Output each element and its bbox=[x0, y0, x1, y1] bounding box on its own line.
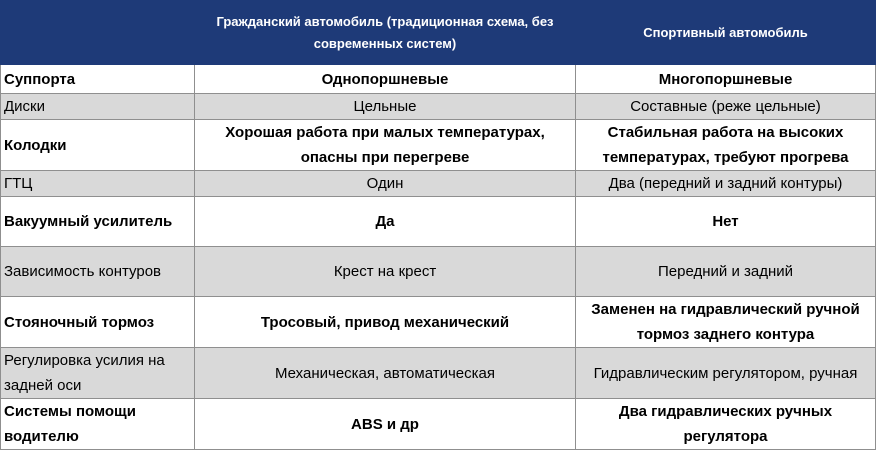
table-row-pads bbox=[1, 120, 876, 171]
sport-value: Гидравлическим регулятором, ручная bbox=[576, 348, 876, 399]
sport-value: Два (передний и задний контуры) bbox=[576, 171, 876, 197]
civil-value: Цельные bbox=[195, 94, 576, 120]
civil-value: Да bbox=[195, 197, 576, 247]
civil-value: ABS и др bbox=[195, 399, 576, 450]
sport-value: Передний и задний bbox=[576, 247, 876, 297]
table-row-parking-brake bbox=[1, 297, 876, 348]
header-sport-car: Спортивный автомобиль bbox=[576, 1, 876, 65]
civil-value: Однопоршневые bbox=[195, 65, 576, 94]
sport-value: Многопоршневые bbox=[576, 65, 876, 94]
row-label: Колодки bbox=[1, 120, 195, 171]
row-label: Вакуумный усилитель bbox=[1, 197, 195, 247]
table-row-discs bbox=[1, 94, 876, 120]
row-label: Суппорта bbox=[1, 65, 195, 94]
civil-value: Крест на крест bbox=[195, 247, 576, 297]
header-civil-car: Гражданский автомобиль (традиционная схема, без современных систем) bbox=[195, 1, 576, 65]
header-row bbox=[1, 1, 876, 65]
civil-value: Механическая, автоматическая bbox=[195, 348, 576, 399]
civil-value: Тросовый, привод механический bbox=[195, 297, 576, 348]
table-row-circuit-layout bbox=[1, 247, 876, 297]
row-label: Регулировка усилия на задней оси bbox=[1, 348, 195, 399]
table-row-master-cylinder bbox=[1, 171, 876, 197]
sport-value: Заменен на гидравлический ручной тормоз заднего контура bbox=[576, 297, 876, 348]
row-label: Стояночный тормоз bbox=[1, 297, 195, 348]
sport-value: Стабильная работа на высоких температурах, требуют прогрева bbox=[576, 120, 876, 171]
civil-value: Один bbox=[195, 171, 576, 197]
sport-value: Нет bbox=[576, 197, 876, 247]
row-label: Диски bbox=[1, 94, 195, 120]
row-label: Зависимость контуров bbox=[1, 247, 195, 297]
row-label: Системы помощи водителю bbox=[1, 399, 195, 450]
sport-value: Составные (реже цельные) bbox=[576, 94, 876, 120]
table-row-vacuum-booster bbox=[1, 197, 876, 247]
civil-value: Хорошая работа при малых температурах, опасны при перегреве bbox=[195, 120, 576, 171]
table-row-rear-force-adjust bbox=[1, 348, 876, 399]
row-label: ГТЦ bbox=[1, 171, 195, 197]
table-row-driver-assist bbox=[1, 399, 876, 450]
table-row-calipers bbox=[1, 65, 876, 94]
header-corner-cell bbox=[1, 1, 195, 65]
sport-value: Два гидравлических ручных регулятора bbox=[576, 399, 876, 450]
